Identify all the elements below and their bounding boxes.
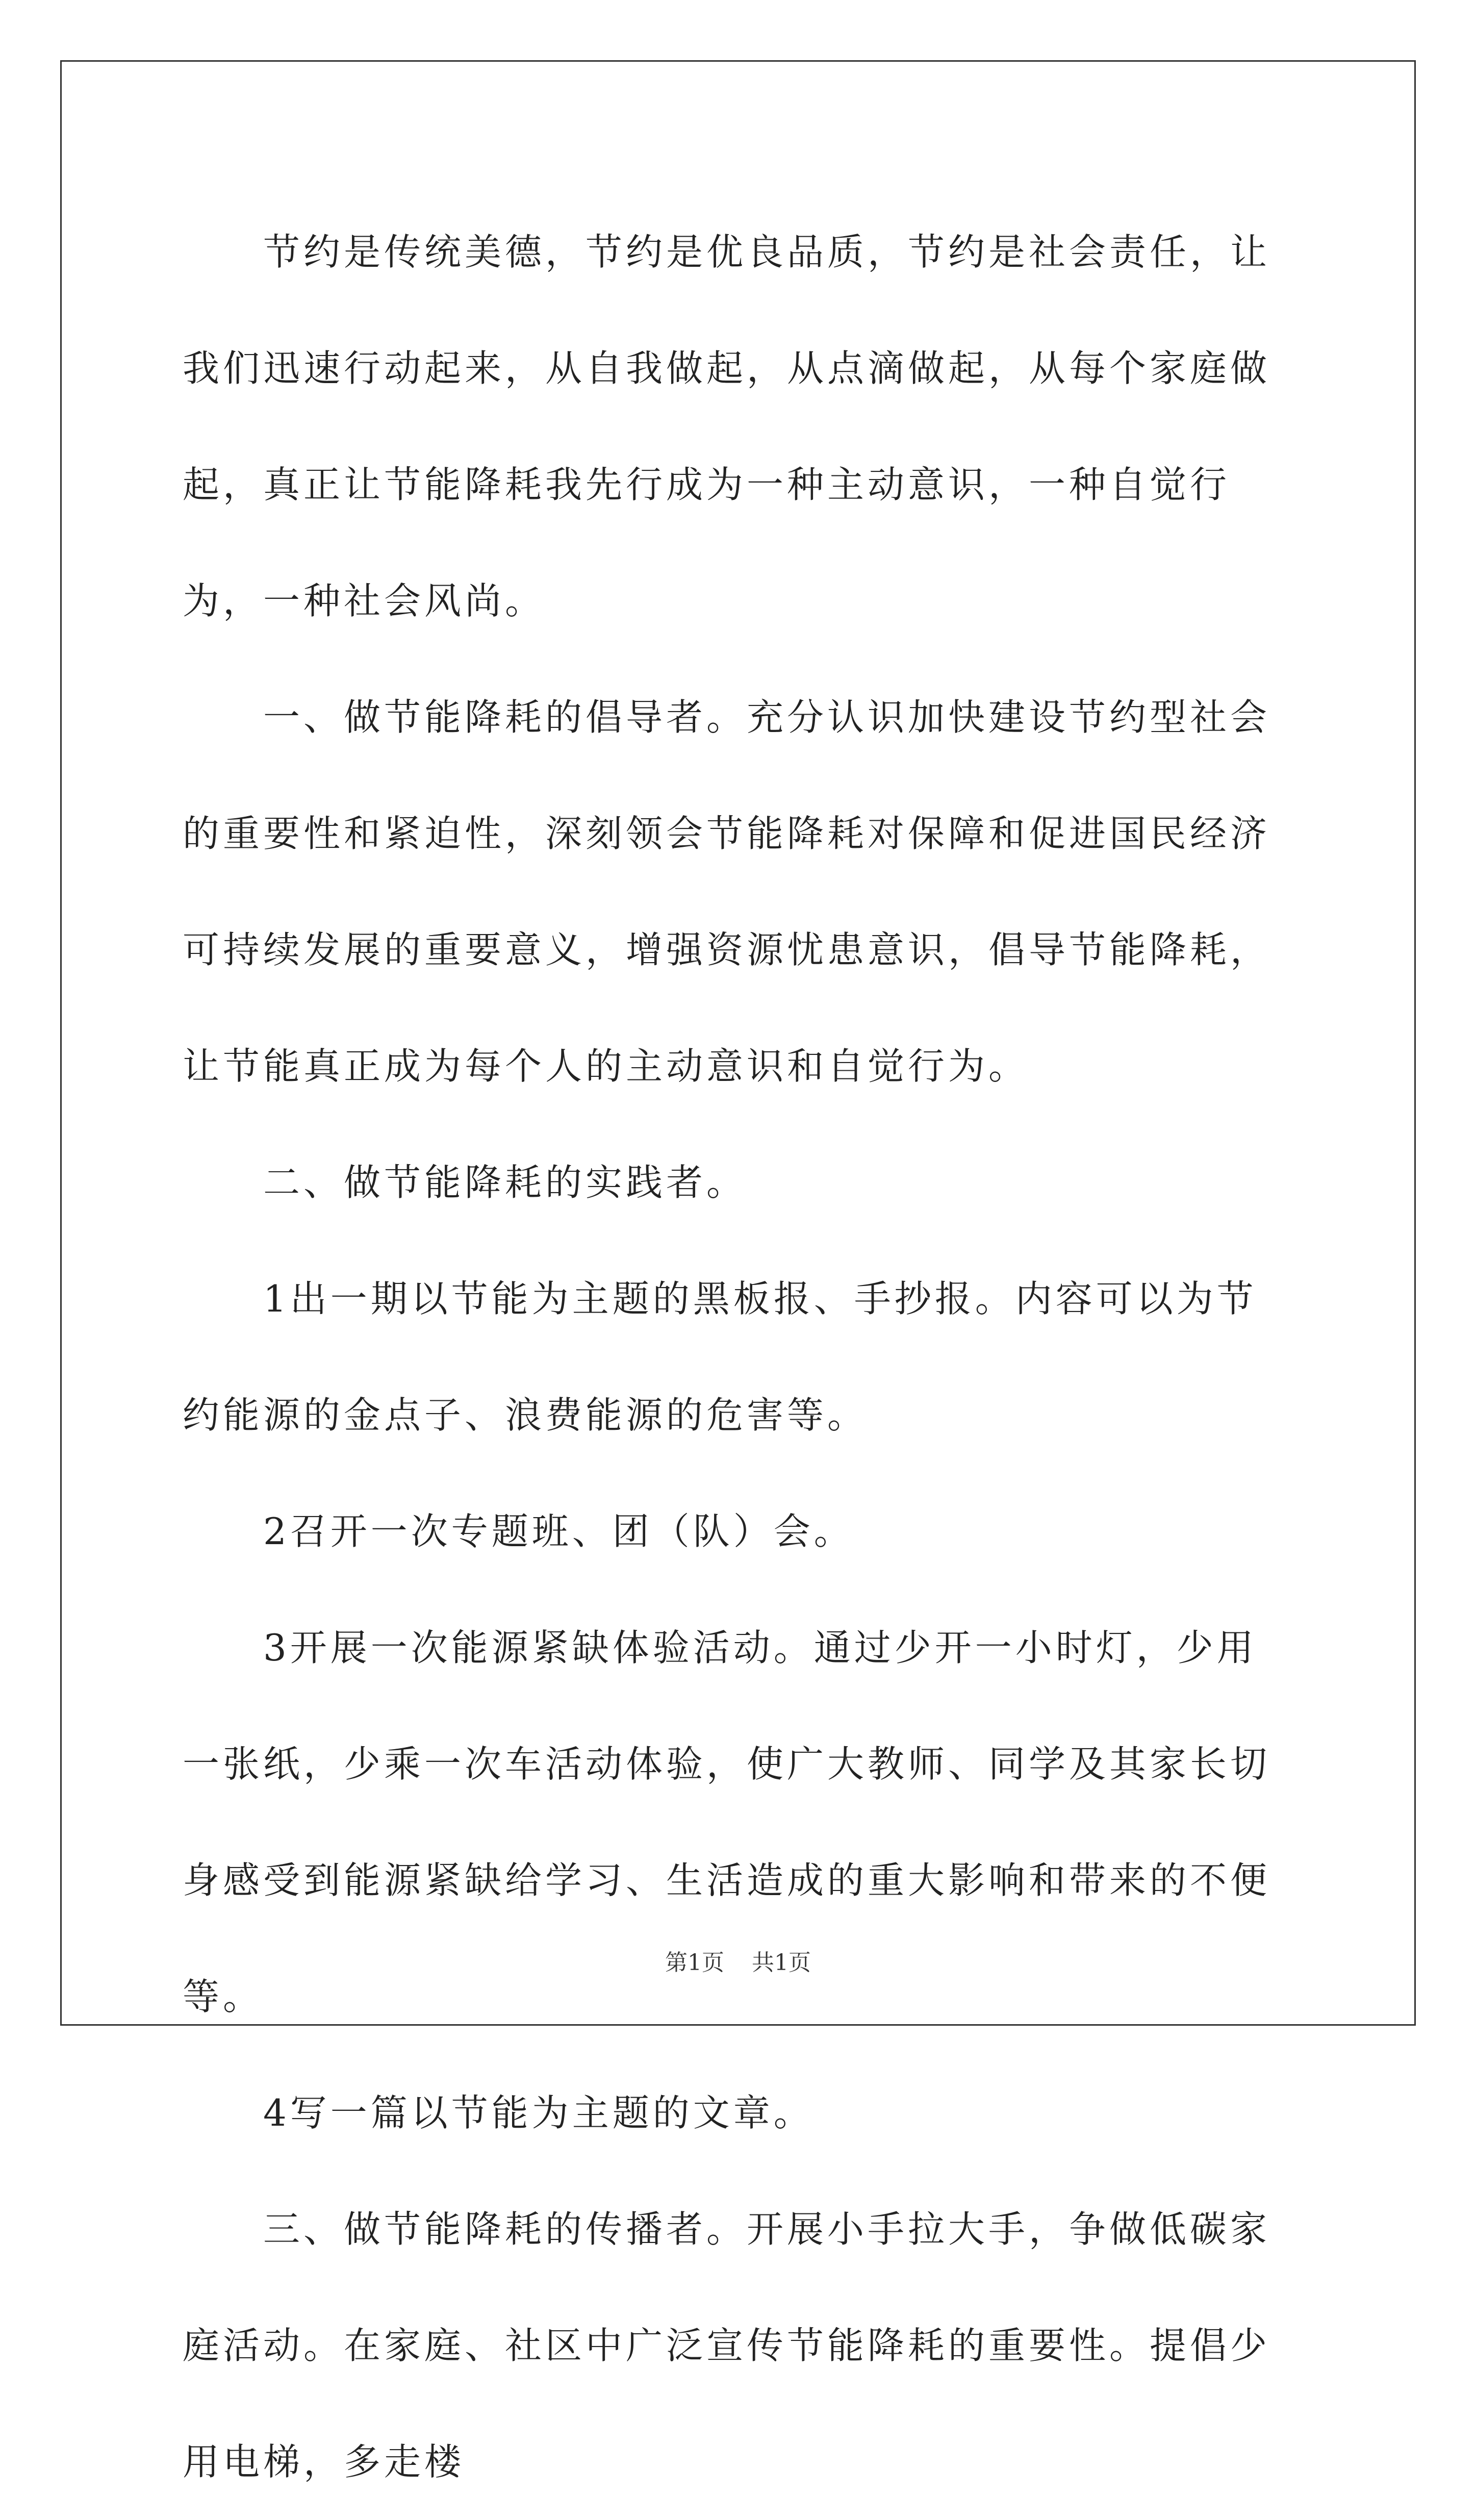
paragraph: 3开展一次能源紧缺体验活动。通过少开一小时灯，少用一张纸，少乘一次车活动体验，使广大教师、同学及其家长切身感受到能源紧缺给学习、生活造成的重大影响和带来的不便等。 — [183, 1626, 1271, 2018]
paragraph: 三、做节能降耗的传播者。开展小手拉大手，争做低碳家庭活动。在家庭、社区中广泛宣传节能降耗的重要性。提倡少用电梯，多走楼 — [183, 2208, 1271, 2483]
paragraph: 2召开一次专题班、团（队）会。 — [263, 1510, 854, 1553]
paragraph: 节约是传统美德，节约是优良品质，节约是社会责任，让我们迅速行动起来，从自我做起，从点滴做起，从每个家庭做起，真正让节能降耗我先行成为一种主动意识，一种自觉行为，一种社会风尚。 — [183, 231, 1271, 622]
paragraph: 二、做节能降耗的实践者。 — [263, 1161, 747, 1204]
page-number: 第1页 — [665, 1950, 724, 1976]
document-body — [183, 194, 1294, 2520]
page-footer — [0, 1948, 1476, 1978]
paragraph: 1出一期以节能为主题的黑板报、手抄报。内容可以为节约能源的金点子、浪费能源的危害等。 — [183, 1277, 1257, 1437]
paragraph: 一、做节能降耗的倡导者。充分认识加快建设节约型社会的重要性和紧迫性，深刻领会节能降耗对保障和促进国民经济可持续发展的重要意义，增强资源忧患意识，倡导节能降耗，让节能真正成为每个人的主动意识和自觉行为。 — [183, 696, 1271, 1088]
page-total: 共1页 — [752, 1950, 811, 1976]
paragraph: 4写一篇以节能为主题的文章。 — [263, 2091, 814, 2134]
